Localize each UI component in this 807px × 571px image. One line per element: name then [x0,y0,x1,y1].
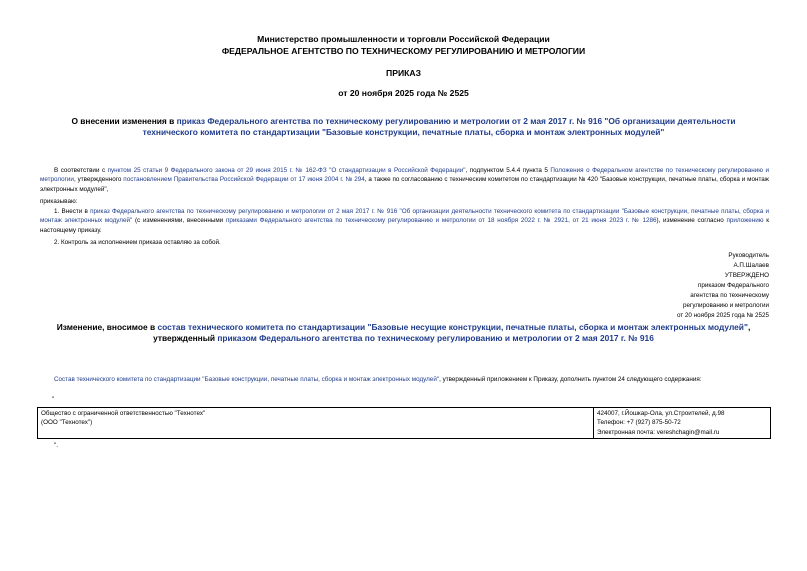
document-type: ПРИКАЗ [386,68,421,78]
approval-line-1: УТВЕРЖДЕНО [724,272,769,279]
contacts-cell [594,408,771,439]
approval-line-2: приказом Федерального [697,282,769,289]
agency-regulation-link[interactable]: Положения о Федеральном агентстве по техническому регулированию и метрологии [40,167,769,184]
organization-short-name: (ООО "Технотех") [41,419,93,427]
document-date-number: от 20 ноября 2025 года № 2525 [338,88,469,98]
preamble-paragraph [40,166,769,194]
title-prefix: О внесении изменения в [71,116,177,126]
approval-line-4: регулированию и метрологии [683,302,769,309]
signature-name: А.П.Шалаев [733,262,769,269]
item-1-annex-link[interactable]: приложению [726,217,764,225]
annex-composition-link[interactable]: Состав технического комитета по стандартизации "Базовые конструкции, печатные платы, сборка и монтаж электронных модулей" [54,376,440,383]
quote-close: ". [54,442,58,449]
preamble-text-3: , утвержденного [73,176,124,184]
table-row [38,408,771,439]
preamble-text-4: , а также по согласованию с техническим комитетом по стандартизации № 420 "Базовые конструкции, печатные платы, сборка и монтаж электронных модулей", [40,176,769,193]
organization-email: Электронная почта: vereshchagin@mail.ru [597,428,720,436]
item-1-text-3: ), изменение согласно [656,217,727,225]
annex-title [40,322,767,344]
item-2-paragraph: 2. Контроль за исполнением приказа оставляю за собой. [54,239,221,246]
organization-phone: Телефон: +7 (927) 875-50-72 [597,419,681,427]
signature-role: Руководитель [728,252,769,259]
item-1-paragraph [40,207,769,235]
document-title [50,116,757,138]
federal-law-link[interactable]: пунктом 25 статьи 9 Федерального закона от 29 июня 2015 г. № 162-ФЗ "О стандартизации в Российской Федерации" [107,167,466,174]
item-1-text-2: (с изменениями, внесенными [132,217,226,225]
organization-table [37,407,771,439]
quote-open: " [52,396,55,403]
item-1-text-4: к настоящему приказу. [40,217,769,234]
approval-line-5: от 20 ноября 2025 года № 2525 [676,312,769,319]
ministry-name: Министерство промышленности и торговли Российской Федерации [257,34,550,44]
preamble-text-2: , подпунктом 5.4.4 пункта 5 [465,167,551,174]
annex-title-text-2: , утвержденный [153,322,751,343]
title-order-link[interactable]: приказ Федерального агентства по техническому регулированию и метрологии от 2 мая 2017 г. № 916 "Об организации деятельности технического комитета по стандартизации "Базовые конструкции, печатные платы, сборка и монтаж электронных модулей" [142,116,736,137]
government-decree-link[interactable]: постановлением Правительства Российской Федерации от 17 июня 2004 г. № 294 [123,176,365,184]
annex-paragraph [40,375,769,384]
agency-name: ФЕДЕРАЛЬНОЕ АГЕНТСТВО ПО ТЕХНИЧЕСКОМУ РЕГУЛИРОВАНИЮ И МЕТРОЛОГИИ [221,46,586,56]
item-1-text-1: 1. Внести в [54,208,91,215]
annex-text-1: , утвержденный приложением к Приказу, дополнить пунктом 24 следующего содержания: [439,376,702,383]
organization-name: Общество с ограниченной ответственностью "Технотех" [41,410,206,417]
approval-line-3: агентства по техническому [690,292,769,299]
order-word: приказываю: [40,198,78,205]
organization-address: 424007, г.Йошкар-Ола, ул.Строителей, д.98 [597,410,725,417]
committee-composition-link[interactable]: состав технического комитета по стандартизации "Базовые несущие конструкции, печатные платы, сборка и монтаж электронных модулей" [157,322,748,332]
annex-title-text-1: Изменение, вносимое в [56,322,158,332]
preamble-text-1: В соответствии с [54,167,108,174]
item-1-amendments-link[interactable]: приказами Федерального агентства по техническому регулированию и метрологии от 18 ноября 2022 г. № 2921, от 21 июня 2023 г. № 1286 [225,217,657,225]
organization-cell [38,408,594,439]
annex-order-link[interactable]: приказом Федерального агентства по техническому регулированию и метрологии от 2 мая 2017 г. № 916 [217,333,654,343]
item-1-order-link[interactable]: приказ Федерального агентства по техническому регулированию и метрологии от 2 мая 2017 г. № 916 "Об организации деятельности технического комитета по стандартизации "Базовые конструкции, печатные платы, сборка и монтаж электронных модулей" [40,208,769,225]
